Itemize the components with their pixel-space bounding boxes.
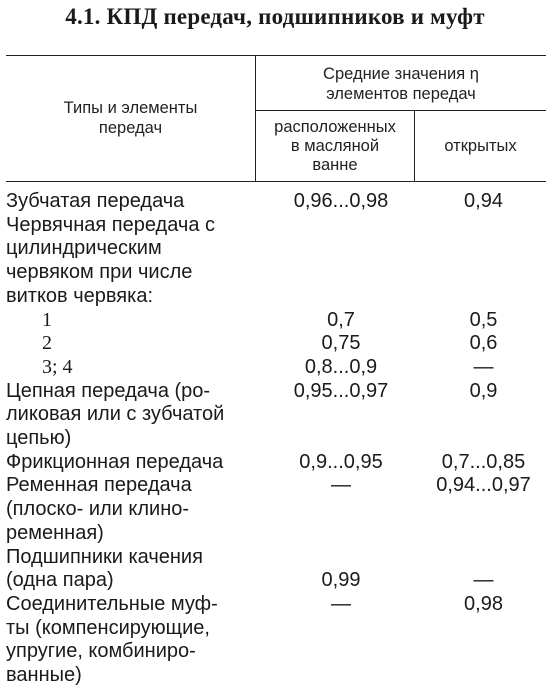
open-value-cell	[421, 380, 546, 451]
header-oil-line: ванне	[312, 156, 358, 174]
row-name-line: ликовая или с зубчатой	[6, 403, 225, 426]
row-name-cell	[6, 451, 261, 475]
open-value: 0,7...0,85	[441, 450, 526, 473]
open-value: —	[473, 355, 494, 378]
oil-bath-value-cell	[261, 380, 421, 451]
open-value: 0,9	[469, 379, 498, 402]
header-group-line: элементов передач	[326, 85, 476, 103]
row-name-cell	[6, 332, 261, 356]
header-group-line: Средние значения η	[323, 65, 479, 83]
row-name-line: цепью)	[6, 427, 72, 450]
row-name-cell	[6, 190, 261, 214]
header-top-rule	[6, 55, 546, 56]
header-bottom-rule	[6, 181, 546, 182]
open-value	[421, 214, 546, 238]
table-row	[6, 546, 546, 593]
header-type-line: передач	[98, 119, 163, 137]
open-value	[421, 237, 546, 261]
row-name-cell	[6, 309, 261, 333]
open-value-cell	[421, 546, 546, 593]
row-name-line: 3; 4	[42, 355, 73, 378]
table-row	[6, 309, 546, 333]
oil-bath-value	[261, 285, 421, 309]
header-oil	[256, 118, 414, 175]
row-name-line: ты (компенсирующие,	[6, 616, 210, 639]
oil-bath-value: —	[331, 592, 351, 615]
header-oil-line: в масляной	[290, 137, 380, 155]
oil-bath-value-cell	[261, 214, 421, 309]
oil-bath-value: —	[331, 474, 351, 497]
row-name-cell	[6, 474, 261, 545]
row-name-line: упругие, комбиниро-	[6, 640, 196, 663]
row-name-cell	[6, 546, 261, 593]
row-name-line: Зубчатая передача	[6, 190, 185, 212]
row-name-line: Подшипники качения	[6, 545, 203, 568]
oil-bath-value: 0,8...0,9	[304, 355, 378, 378]
oil-bath-value-cell	[261, 546, 421, 593]
open-value-cell	[421, 190, 546, 214]
open-value: 0,5	[469, 308, 498, 331]
open-value	[421, 546, 546, 570]
group-divider-rule	[255, 110, 546, 111]
table-row	[6, 332, 546, 356]
open-value	[421, 261, 546, 285]
header-open-label: открытых	[444, 137, 517, 155]
oil-bath-value: 0,95...0,97	[293, 379, 389, 402]
row-name-line: 1	[42, 308, 52, 331]
open-value-cell	[421, 309, 546, 333]
oil-bath-value	[261, 237, 421, 261]
row-name-line: (плоско- или клино-	[6, 498, 190, 521]
row-name-cell	[6, 214, 261, 309]
open-value: —	[473, 569, 494, 592]
efficiency-table	[6, 190, 546, 688]
open-value: 0,6	[469, 332, 498, 355]
oil-bath-value-cell	[261, 309, 421, 333]
oil-bath-value-cell	[261, 451, 421, 475]
row-name-line: Фрикционная передача	[6, 450, 224, 473]
oil-bath-value: 0,9...0,95	[299, 450, 383, 473]
row-name-line: Ременная передача	[6, 474, 192, 497]
open-value-cell	[421, 474, 546, 545]
table-row	[6, 380, 546, 451]
open-value-cell	[421, 451, 546, 475]
row-name-line: Цепная передача (ро-	[6, 379, 211, 402]
row-name-line: (одна пара)	[6, 569, 114, 592]
row-name-line: витков червяка:	[6, 284, 154, 307]
table-row	[6, 356, 546, 380]
row-name-cell	[6, 380, 261, 451]
open-value-cell	[421, 593, 546, 688]
oil-bath-value	[261, 546, 421, 570]
oil-bath-value-cell	[261, 593, 421, 688]
row-name-line: ванные)	[6, 664, 82, 687]
header-oil-line: расположенных	[274, 118, 396, 136]
table-row	[6, 474, 546, 545]
open-value-cell	[421, 356, 546, 380]
row-name-line: Соединительные муф-	[6, 592, 218, 615]
oil-bath-value: 0,96...0,98	[293, 190, 389, 212]
oil-bath-value: 0,75	[321, 332, 361, 355]
row-name-line: 2	[42, 332, 52, 355]
oil-bath-value-cell	[261, 190, 421, 214]
oil-bath-value-cell	[261, 356, 421, 380]
open-value-cell	[421, 332, 546, 356]
row-name-line: червяком при числе	[6, 261, 193, 284]
header-type-line: Типы и элементы	[63, 99, 198, 117]
oil-bath-value: 0,99	[321, 569, 361, 592]
table-row	[6, 593, 546, 688]
row-name-line: ременная)	[6, 521, 104, 544]
open-value: 0,94...0,97	[436, 474, 531, 497]
oil-bath-value-cell	[261, 474, 421, 545]
header-group	[256, 64, 546, 104]
table-row	[6, 190, 546, 214]
open-value: 0,98	[464, 592, 503, 615]
open-value: 0,94	[464, 190, 503, 212]
oil-bath-value-cell	[261, 332, 421, 356]
table-row	[6, 214, 546, 309]
oil-bath-value	[261, 261, 421, 285]
row-name-cell	[6, 356, 261, 380]
header-type	[6, 98, 255, 138]
table-row	[6, 451, 546, 475]
row-name-line: Червячная передача с	[6, 213, 215, 236]
table-title: 4.1. КПД передач, подшипников и муфт	[65, 4, 485, 29]
header-open	[415, 136, 546, 156]
open-value-cell	[421, 214, 546, 309]
row-name-cell	[6, 593, 261, 688]
open-value	[421, 285, 546, 309]
oil-bath-value: 0,7	[327, 308, 355, 331]
row-name-line: цилиндрическим	[6, 237, 162, 260]
oil-bath-value	[261, 214, 421, 238]
